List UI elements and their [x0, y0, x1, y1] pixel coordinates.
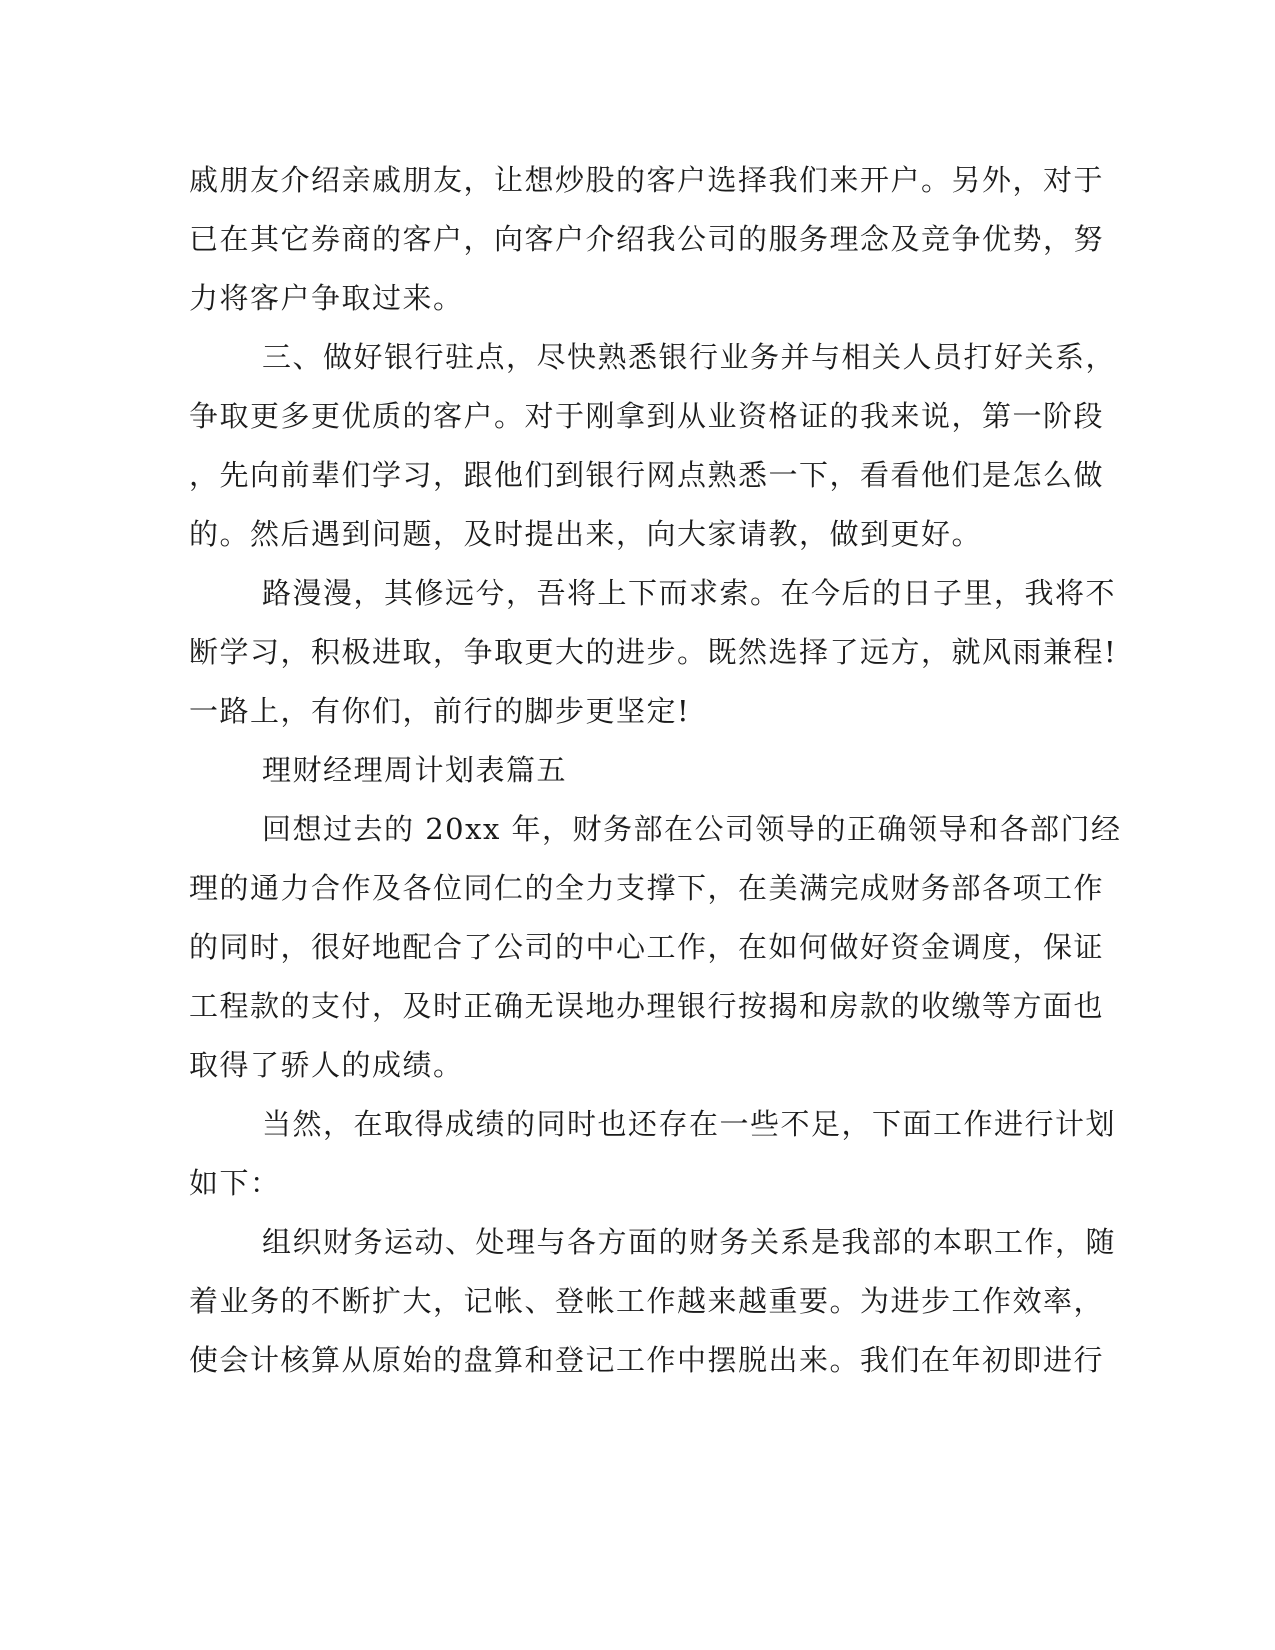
text-line: 力将客户争取过来。: [189, 281, 464, 315]
text-line: 如下：: [189, 1166, 281, 1200]
text-line: 戚朋友介绍亲戚朋友，让想炒股的客户选择我们来开户。另外，对于: [189, 163, 1105, 197]
paragraph-start-line: 当然，在取得成绩的同时也还存在一些不足，下面工作进行计划: [262, 1107, 1117, 1141]
text-line: 断学习，积极进取，争取更大的进步。既然选择了远方，就风雨兼程!: [189, 635, 1118, 669]
paragraph-start-line: 回想过去的 20xx 年，财务部在公司领导的正确领导和各部门经: [262, 812, 1122, 846]
text-line: 工程款的支付，及时正确无误地办理银行按揭和房款的收缴等方面也: [189, 989, 1105, 1023]
text-line: 一路上，有你们，前行的脚步更坚定!: [189, 694, 691, 728]
paragraph-start-line: 组织财务运动、处理与各方面的财务关系是我部的本职工作，随: [262, 1225, 1117, 1259]
text-line: 着业务的不断扩大，记帐、登帐工作越来越重要。为进步工作效率，: [189, 1284, 1105, 1318]
text-line: 已在其它券商的客户，向客户介绍我公司的服务理念及竞争优势，努: [189, 222, 1105, 256]
text-line: 取得了骄人的成绩。: [189, 1048, 464, 1082]
text-line: 的。然后遇到问题，及时提出来，向大家请教，做到更好。: [189, 517, 983, 551]
text-line: 理的通力合作及各位同仁的全力支撑下，在美满完成财务部各项工作: [189, 871, 1105, 905]
paragraph-start-line: 三、做好银行驻点，尽快熟悉银行业务并与相关人员打好关系，: [262, 340, 1117, 374]
text-line: 争取更多更优质的客户。对于刚拿到从业资格证的我来说，第一阶段: [189, 399, 1105, 433]
text-line: ，先向前辈们学习，跟他们到银行网点熟悉一下，看看他们是怎么做: [189, 458, 1105, 492]
section-heading: 理财经理周计划表篇五: [262, 753, 568, 787]
text-line: 的同时，很好地配合了公司的中心工作，在如何做好资金调度，保证: [189, 930, 1105, 964]
text-line: 使会计核算从原始的盘算和登记工作中摆脱出来。我们在年初即进行: [189, 1343, 1105, 1377]
paragraph-start-line: 路漫漫，其修远兮，吾将上下而求索。在今后的日子里，我将不: [262, 576, 1117, 610]
